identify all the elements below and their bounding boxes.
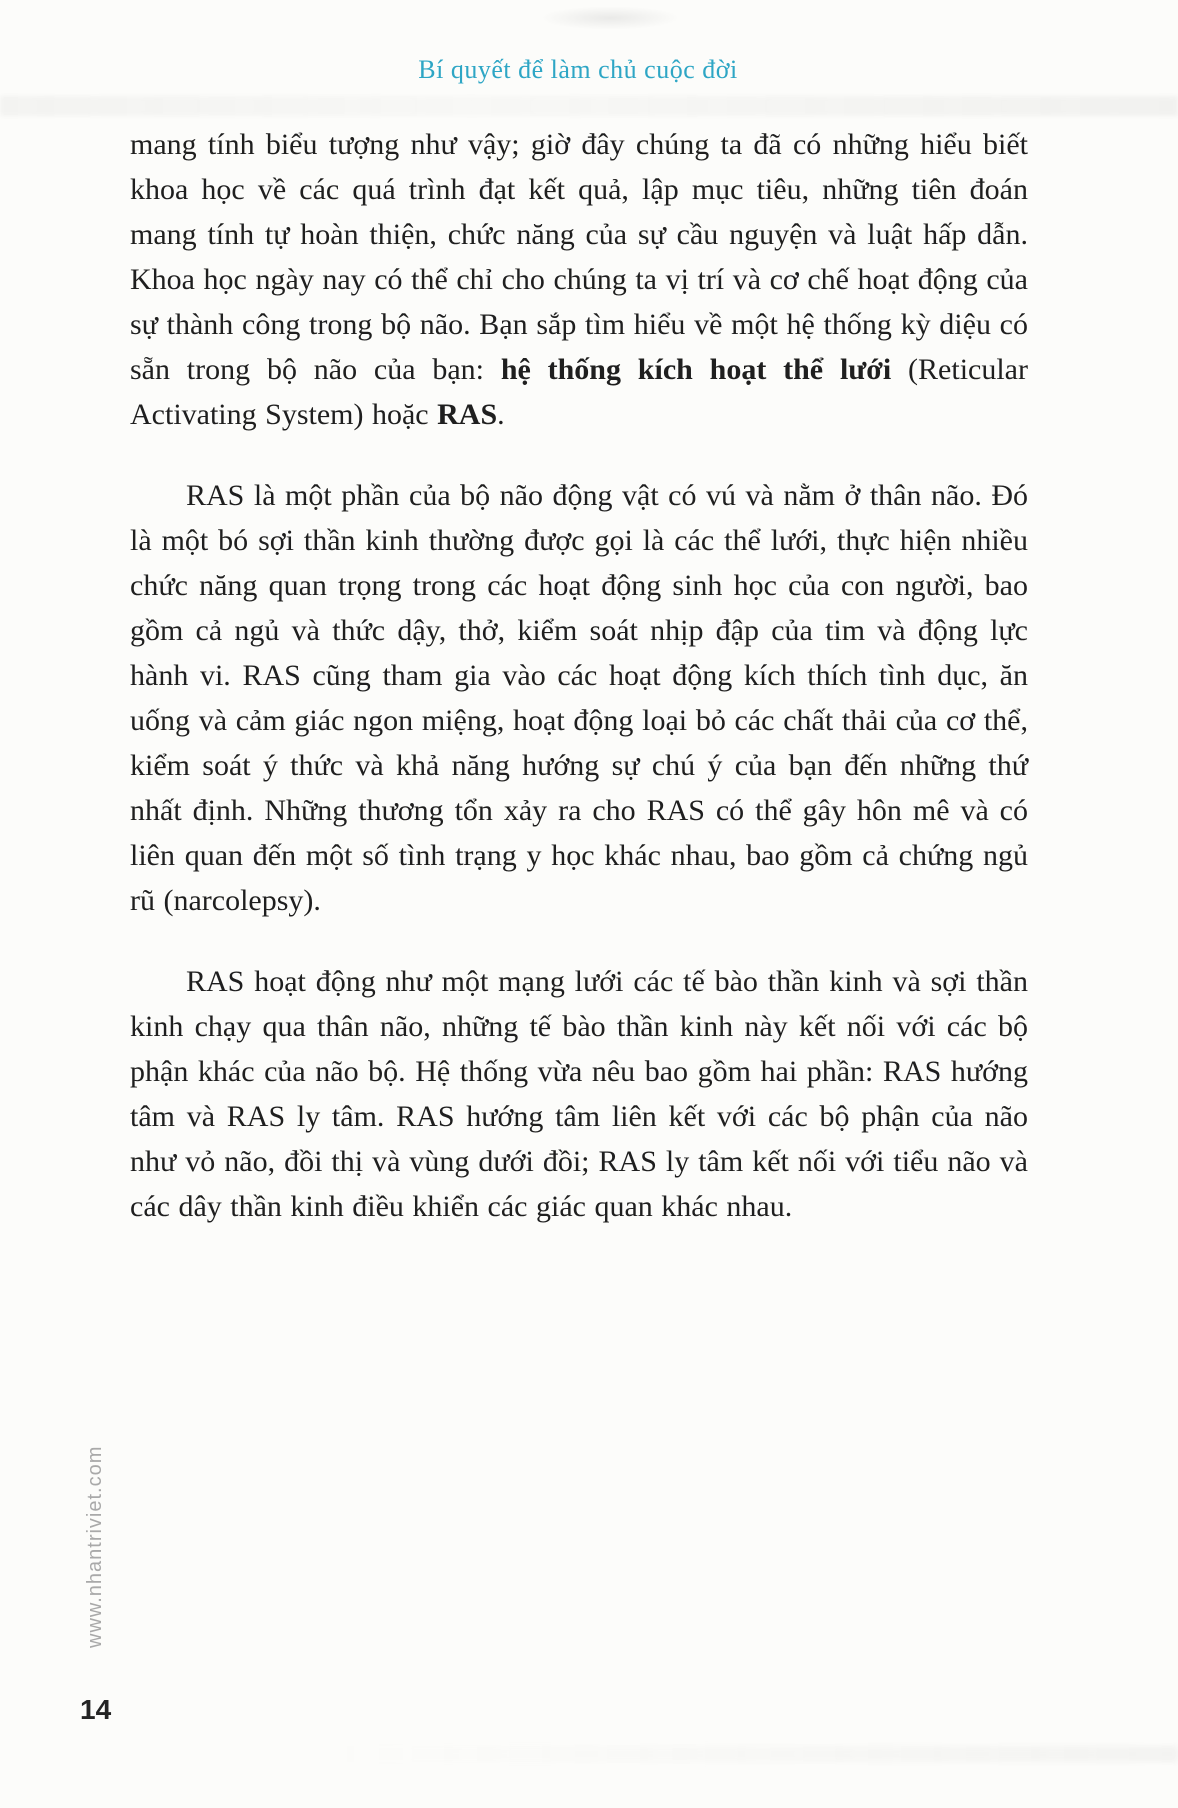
paragraph (130, 959, 1028, 1229)
bold-text-segment: RAS (437, 398, 498, 431)
scan-artifact-top (540, 6, 680, 30)
scan-artifact-band (0, 96, 1178, 116)
body-text (130, 122, 1028, 1229)
page-number: 14 (80, 1694, 112, 1725)
text-segment: (Reticular Activating System) hoặc (130, 353, 1028, 431)
scan-artifact-band-bottom (330, 1746, 1178, 1762)
text-segment: RAS hoạt động như một mạng lưới các tế bào thần kinh và sợi thần kinh chạy qua thân não, những tế bào thần kinh này kết nối với các bộ phận khác của não bộ. Hệ thống vừa nêu bao gồm hai phần: RAS hướng tâm và RAS ly tâm. RAS hướng tâm liên kết với các bộ phận của não như vỏ não, đồi thị và vùng dưới đồi; RAS ly tâm kết nối với tiểu não và các dây thần kinh điều khiển các giác quan khác nhau. (130, 965, 1028, 1223)
paragraph (130, 122, 1028, 437)
paragraph (130, 473, 1028, 923)
text-segment: RAS là một phần của bộ não động vật có vú và nằm ở thân não. Đó là một bó sợi thần kinh thường được gọi là các thể lưới, thực hiện nhiều chức năng quan trọng trong các hoạt động sinh học của con người, bao gồm cả ngủ và thức dậy, thở, kiểm soát nhịp đập của tim và động lực hành vi. RAS cũng tham gia vào các hoạt động kích thích tình dục, ăn uống và cảm giác ngon miệng, hoạt động loại bỏ các chất thải của cơ thể, kiểm soát ý thức và khả năng hướng sự chú ý của bạn đến những thứ nhất định. Những thương tổn xảy ra cho RAS có thể gây hôn mê và có liên quan đến một số tình trạng y học khác nhau, bao gồm cả chứng ngủ rũ (narcolepsy). (130, 479, 1028, 917)
text-segment: . (497, 398, 505, 431)
bold-text-segment: hệ thống kích hoạt thể lưới (500, 353, 892, 386)
running-header: Bí quyết để làm chủ cuộc đời (418, 55, 738, 84)
watermark-url: www.nhantriviet.com (84, 1445, 106, 1648)
text-segment: mang tính biểu tượng như vậy; giờ đây chúng ta đã có những hiểu biết khoa học về các quá trình đạt kết quả, lập mục tiêu, những tiên đoán mang tính tự hoàn thiện, chức năng của sự cầu nguyện và luật hấp dẫn. Khoa học ngày nay có thể chỉ cho chúng ta vị trí và cơ chế hoạt động của sự thành công trong bộ não. Bạn sắp tìm hiểu về một hệ thống kỳ diệu có sẵn trong bộ não của bạn: (130, 128, 1028, 386)
